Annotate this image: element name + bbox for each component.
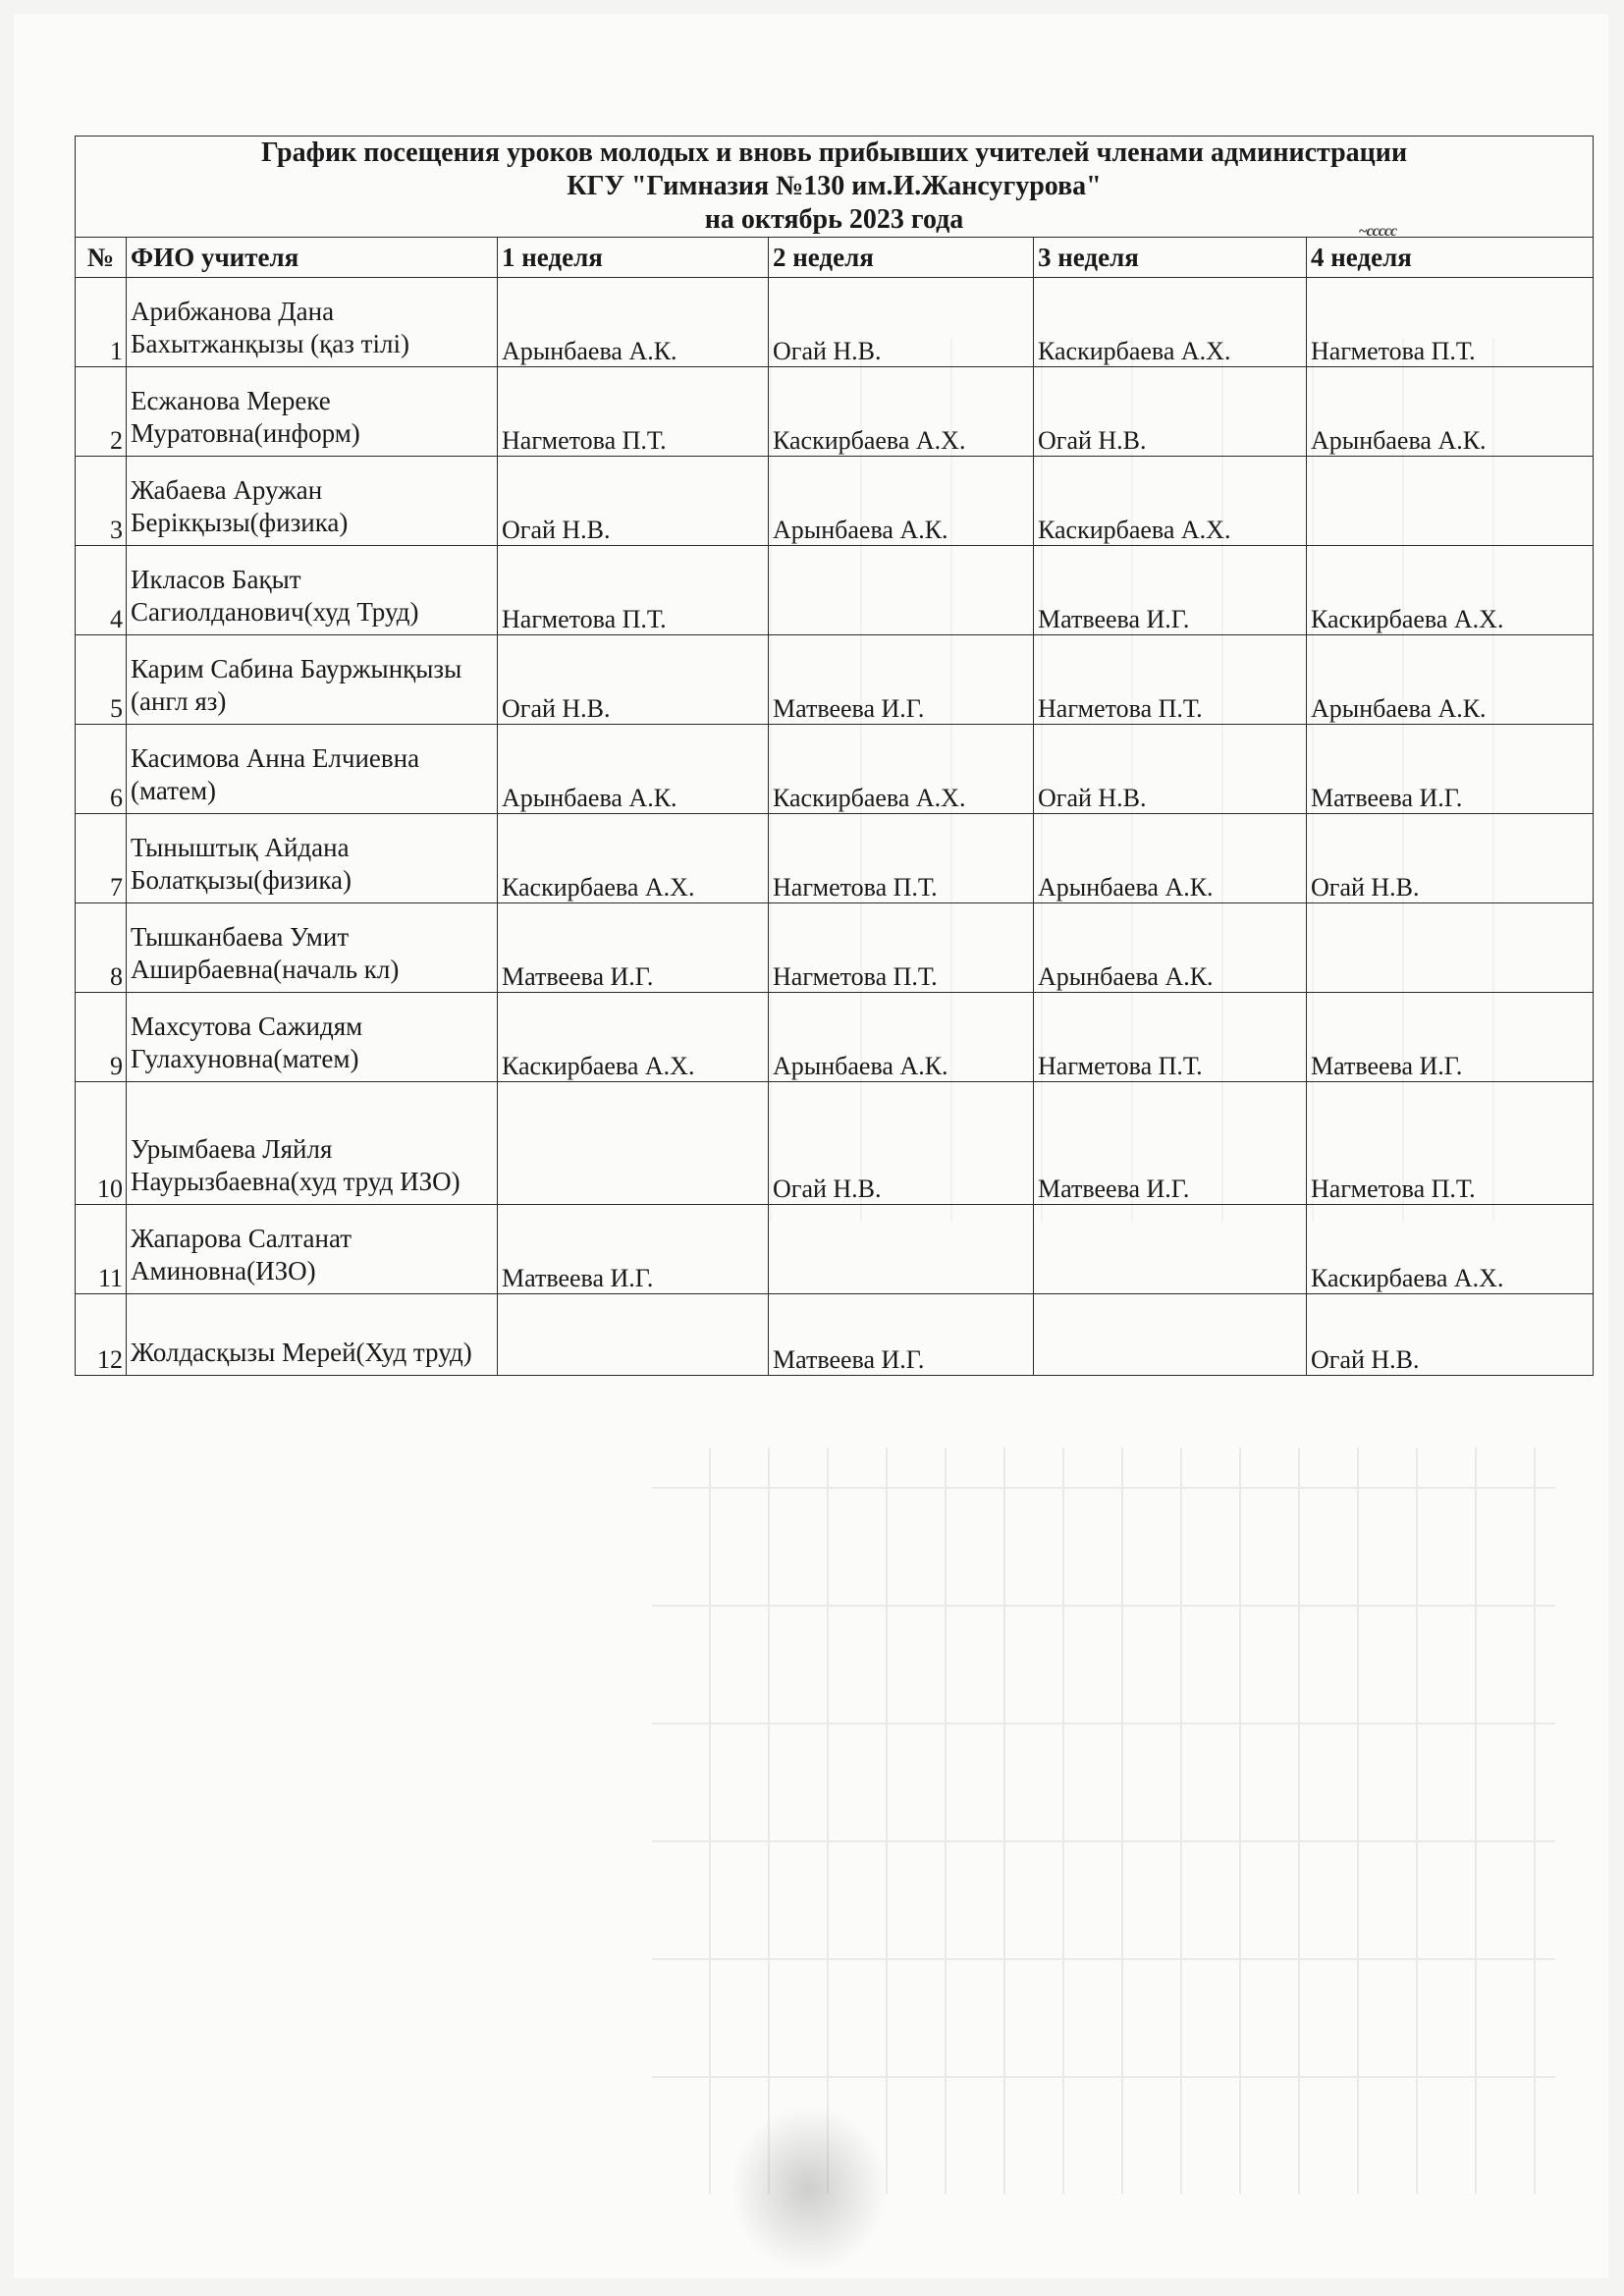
week-2-observer bbox=[769, 1205, 1034, 1294]
week-1-observer: Арынбаева А.К. bbox=[498, 725, 769, 814]
week-3-observer: Огай Н.В. bbox=[1034, 725, 1307, 814]
week-2-observer: Огай Н.В. bbox=[769, 278, 1034, 367]
visit-schedule-table bbox=[75, 136, 1594, 1376]
row-number: 8 bbox=[76, 903, 127, 993]
teacher-name: Есжанова Мереке Муратовна(информ) bbox=[127, 367, 498, 457]
week-4-observer: Нагметова П.Т. bbox=[1307, 1082, 1594, 1205]
teacher-name: Касимова Анна Елчиевна (матем) bbox=[127, 725, 498, 814]
week-4-observer bbox=[1307, 903, 1594, 993]
week-1-observer: Огай Н.В. bbox=[498, 457, 769, 546]
table-body bbox=[76, 278, 1594, 1376]
header-week-1: 1 неделя bbox=[498, 238, 769, 278]
table-row bbox=[76, 993, 1594, 1082]
header-week-4: 4 неделя bbox=[1307, 238, 1594, 278]
week-1-observer bbox=[498, 1082, 769, 1205]
week-4-observer: Каскирбаева А.Х. bbox=[1307, 546, 1594, 635]
week-4-observer: Матвеева И.Г. bbox=[1307, 993, 1594, 1082]
row-number: 7 bbox=[76, 814, 127, 903]
row-number: 12 bbox=[76, 1294, 127, 1376]
week-2-observer: Арынбаева А.К. bbox=[769, 457, 1034, 546]
signature-mark: ~ccccc bbox=[1358, 223, 1397, 240]
week-3-observer: Нагметова П.Т. bbox=[1034, 635, 1307, 725]
week-3-observer: Нагметова П.Т. bbox=[1034, 993, 1307, 1082]
table-row bbox=[76, 278, 1594, 367]
row-number: 3 bbox=[76, 457, 127, 546]
row-number: 10 bbox=[76, 1082, 127, 1205]
teacher-name: Тышканбаева Умит Аширбаевна(началь кл) bbox=[127, 903, 498, 993]
table-row bbox=[76, 635, 1594, 725]
teacher-name: Жабаева Аружан Берікқызы(физика) bbox=[127, 457, 498, 546]
table-row bbox=[76, 1294, 1594, 1376]
week-1-observer: Нагметова П.Т. bbox=[498, 546, 769, 635]
teacher-name: Махсутова Сажидям Гулахуновна(матем) bbox=[127, 993, 498, 1082]
teacher-name: Карим Сабина Бауржынқызы (англ яз) bbox=[127, 635, 498, 725]
week-4-observer bbox=[1307, 457, 1594, 546]
header-week-3: 3 неделя bbox=[1034, 238, 1307, 278]
teacher-name: Икласов Бақыт Сагиолданович(худ Труд) bbox=[127, 546, 498, 635]
week-3-observer: Матвеева И.Г. bbox=[1034, 1082, 1307, 1205]
week-2-observer: Матвеева И.Г. bbox=[769, 635, 1034, 725]
row-number: 2 bbox=[76, 367, 127, 457]
teacher-name: Тыныштық Айдана Болатқызы(физика) bbox=[127, 814, 498, 903]
week-1-observer: Матвеева И.Г. bbox=[498, 903, 769, 993]
table-row bbox=[76, 546, 1594, 635]
row-number: 4 bbox=[76, 546, 127, 635]
table-row bbox=[76, 725, 1594, 814]
teacher-name: Арибжанова Дана Бахытжанқызы (қаз тілі) bbox=[127, 278, 498, 367]
week-2-observer: Каскирбаева А.Х. bbox=[769, 367, 1034, 457]
header-teacher-name: ФИО учителя bbox=[127, 238, 498, 278]
week-1-observer: Каскирбаева А.Х. bbox=[498, 814, 769, 903]
week-1-observer: Огай Н.В. bbox=[498, 635, 769, 725]
week-4-observer: Арынбаева А.К. bbox=[1307, 635, 1594, 725]
week-1-observer: Арынбаева А.К. bbox=[498, 278, 769, 367]
header-number: № bbox=[76, 238, 127, 278]
table-row bbox=[76, 1205, 1594, 1294]
week-2-observer bbox=[769, 546, 1034, 635]
week-1-observer: Каскирбаева А.Х. bbox=[498, 993, 769, 1082]
table-row bbox=[76, 457, 1594, 546]
week-3-observer: Матвеева И.Г. bbox=[1034, 546, 1307, 635]
week-4-observer: Огай Н.В. bbox=[1307, 1294, 1594, 1376]
week-4-observer: Арынбаева А.К. bbox=[1307, 367, 1594, 457]
week-4-observer: Нагметова П.Т. bbox=[1307, 278, 1594, 367]
week-3-observer: Каскирбаева А.Х. bbox=[1034, 278, 1307, 367]
title-line-1: График посещения уроков молодых и вновь прибывших учителей членами администрации bbox=[261, 137, 1408, 168]
teacher-name: Урымбаева Ляйля Наурызбаевна(худ труд ИЗО) bbox=[127, 1082, 498, 1205]
week-3-observer: Каскирбаева А.Х. bbox=[1034, 457, 1307, 546]
bleed-through-texture bbox=[652, 1448, 1555, 2194]
week-2-observer: Нагметова П.Т. bbox=[769, 903, 1034, 993]
row-number: 1 bbox=[76, 278, 127, 367]
week-2-observer: Каскирбаева А.Х. bbox=[769, 725, 1034, 814]
scan-smudge bbox=[731, 2105, 888, 2272]
week-2-observer: Огай Н.В. bbox=[769, 1082, 1034, 1205]
table-row bbox=[76, 814, 1594, 903]
teacher-name: Жолдасқызы Мерей(Худ труд) bbox=[127, 1294, 498, 1376]
row-number: 6 bbox=[76, 725, 127, 814]
row-number: 11 bbox=[76, 1205, 127, 1294]
week-3-observer bbox=[1034, 1294, 1307, 1376]
title-line-3: на октябрь 2023 года bbox=[704, 204, 964, 235]
table-row bbox=[76, 903, 1594, 993]
week-1-observer bbox=[498, 1294, 769, 1376]
week-1-observer: Нагметова П.Т. bbox=[498, 367, 769, 457]
title-line-2: КГУ "Гимназия №130 им.И.Жансугурова" bbox=[567, 171, 1102, 201]
week-3-observer bbox=[1034, 1205, 1307, 1294]
week-4-observer: Огай Н.В. bbox=[1307, 814, 1594, 903]
week-2-observer: Арынбаева А.К. bbox=[769, 993, 1034, 1082]
row-number: 9 bbox=[76, 993, 127, 1082]
week-3-observer: Арынбаева А.К. bbox=[1034, 903, 1307, 993]
week-4-observer: Матвеева И.Г. bbox=[1307, 725, 1594, 814]
week-3-observer: Арынбаева А.К. bbox=[1034, 814, 1307, 903]
document-title bbox=[76, 137, 1594, 238]
week-3-observer: Огай Н.В. bbox=[1034, 367, 1307, 457]
table-row bbox=[76, 1082, 1594, 1205]
row-number: 5 bbox=[76, 635, 127, 725]
week-2-observer: Матвеева И.Г. bbox=[769, 1294, 1034, 1376]
week-4-observer: Каскирбаева А.Х. bbox=[1307, 1205, 1594, 1294]
table-row bbox=[76, 367, 1594, 457]
header-week-2: 2 неделя bbox=[769, 238, 1034, 278]
week-2-observer: Нагметова П.Т. bbox=[769, 814, 1034, 903]
week-1-observer: Матвеева И.Г. bbox=[498, 1205, 769, 1294]
teacher-name: Жапарова Салтанат Аминовна(ИЗО) bbox=[127, 1205, 498, 1294]
